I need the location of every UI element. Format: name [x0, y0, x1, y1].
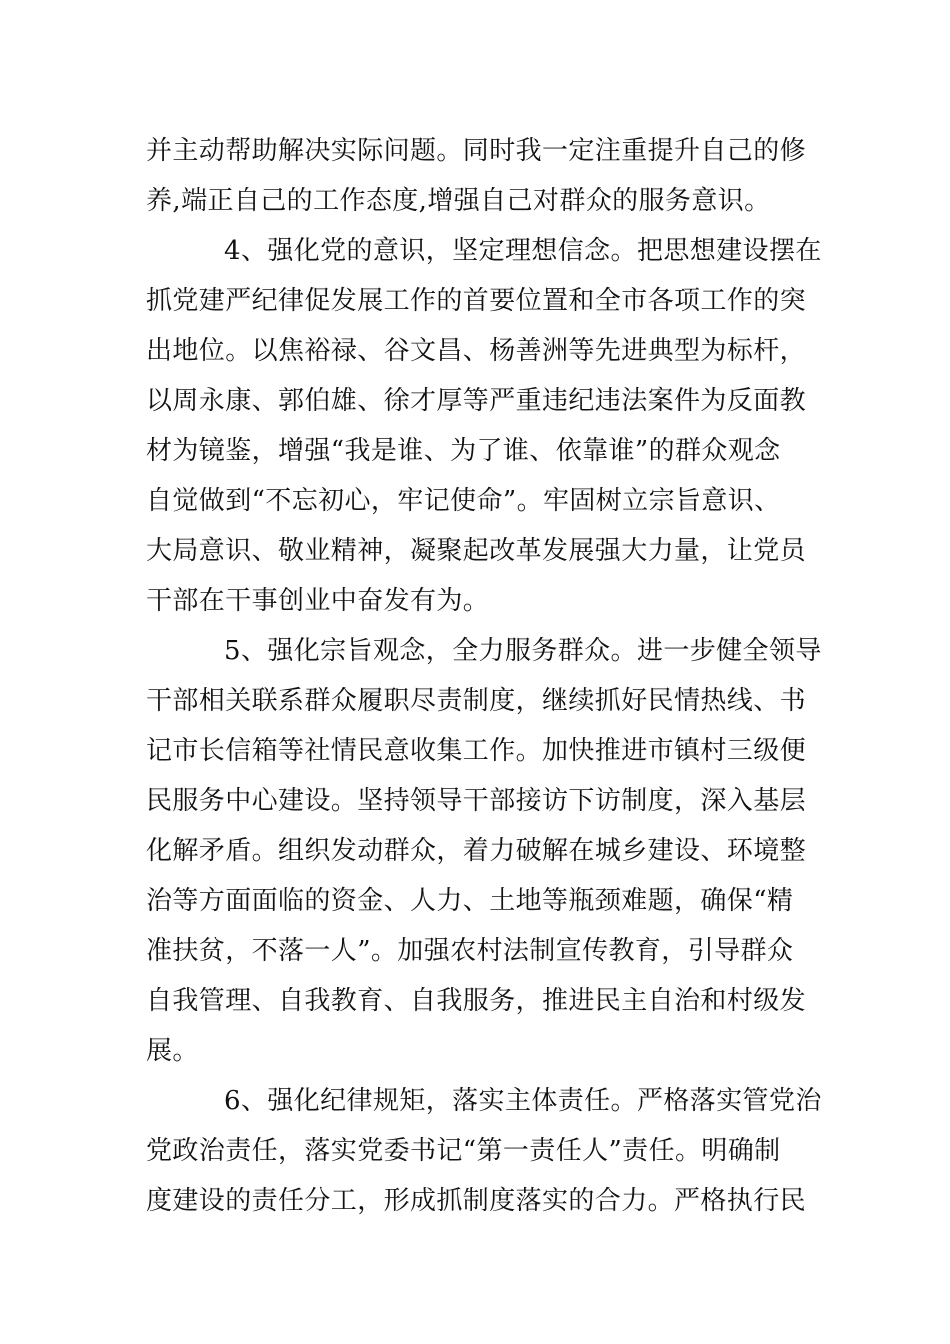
line-text: 6、强化纪律规矩，落实主体责任。严格落实管党治 — [224, 1086, 822, 1116]
line-text: 出地位。以焦裕禄、谷文昌、杨善洲等先进典型为标杆， — [146, 336, 807, 366]
line-text: 材为镜鉴，增强“我是谁、为了谁、依靠谁”的群众观念 — [146, 436, 781, 466]
text-line — [0, 281, 950, 321]
text-line — [0, 931, 950, 971]
text-line — [0, 181, 950, 221]
line-text: 并主动帮助解决实际问题。同时我一定注重提升自己的修 — [146, 136, 807, 166]
text-line — [0, 781, 950, 821]
paragraph-start-line — [0, 631, 950, 671]
line-text: 治等方面面临的资金、人力、土地等瓶颈难题，确保“精 — [146, 886, 794, 916]
text-line — [0, 581, 950, 621]
text-line — [0, 1131, 950, 1171]
text-line — [0, 431, 950, 471]
text-line — [0, 331, 950, 371]
text-line — [0, 881, 950, 921]
paragraph-start-line — [0, 1081, 950, 1121]
text-line — [0, 981, 950, 1021]
line-text: 自觉做到“不忘初心，牢记使命”。牢固树立宗旨意识、 — [146, 486, 781, 516]
line-text: 准扶贫，不落一人”。加强农村法制宣传教育，引导群众 — [146, 936, 794, 966]
line-text: 化解矛盾。组织发动群众，着力破解在城乡建设、环境整 — [146, 836, 807, 866]
text-line — [0, 531, 950, 571]
line-text: 干部在干事创业中奋发有为。 — [146, 586, 490, 616]
line-text: 5、强化宗旨观念，全力服务群众。进一步健全领导 — [224, 636, 822, 666]
paragraph-start-line — [0, 231, 950, 271]
line-text: 民服务中心建设。坚持领导干部接访下访制度，深入基层 — [146, 786, 807, 816]
line-text: 4、强化党的意识，坚定理想信念。把思想建设摆在 — [224, 236, 822, 266]
text-line — [0, 681, 950, 721]
line-text: 展。 — [146, 1036, 199, 1066]
text-line — [0, 381, 950, 421]
line-text: 干部相关联系群众履职尽责制度，继续抓好民情热线、书 — [146, 686, 807, 716]
text-line — [0, 481, 950, 521]
line-text: 大局意识、敬业精神，凝聚起改革发展强大力量，让党员 — [146, 536, 807, 566]
line-text: 以周永康、郭伯雄、徐才厚等严重违纪违法案件为反面教 — [146, 386, 807, 416]
text-line — [0, 131, 950, 171]
line-text: 党政治责任，落实党委书记“第一责任人”责任。明确制 — [146, 1136, 781, 1166]
line-text: 度建设的责任分工，形成抓制度落实的合力。严格执行民 — [146, 1186, 807, 1216]
line-text: 养,端正自己的工作态度,增强自己对群众的服务意识。 — [146, 186, 771, 216]
text-line — [0, 1181, 950, 1221]
line-text: 记市长信箱等社情民意收集工作。加快推进市镇村三级便 — [146, 736, 807, 766]
text-line — [0, 831, 950, 871]
text-line — [0, 731, 950, 771]
line-text: 自我管理、自我教育、自我服务，推进民主自治和村级发 — [146, 986, 807, 1016]
text-line — [0, 1031, 950, 1071]
line-text: 抓党建严纪律促发展工作的首要位置和全市各项工作的突 — [146, 286, 807, 316]
